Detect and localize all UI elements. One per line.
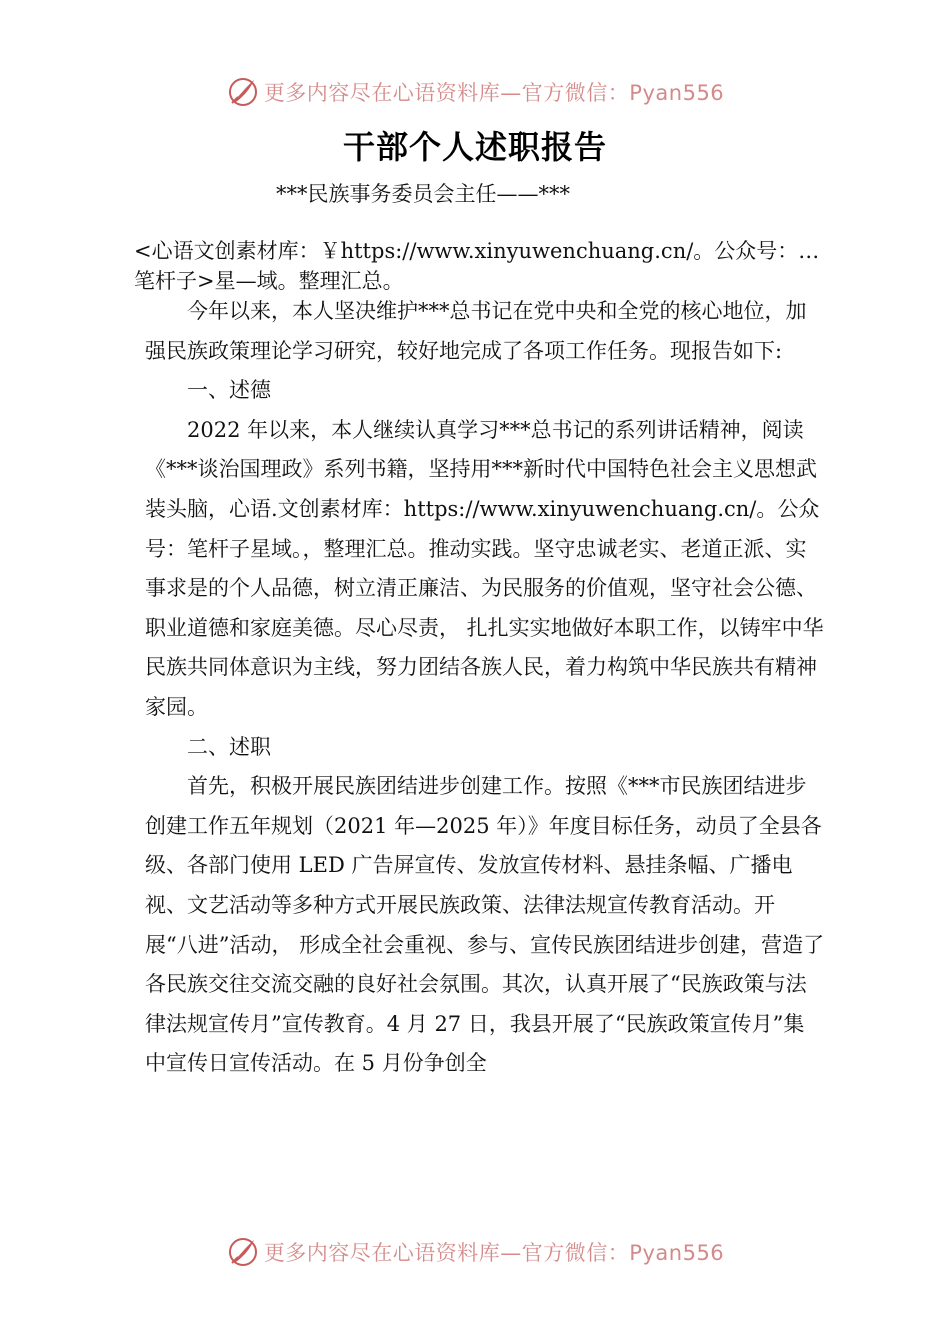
- section-heading-morality: 一、述德: [187, 378, 271, 403]
- paragraph-duty: 首先，积极开展民族团结进步创建工作。按照《***市民族团结进步创建工作五年规划（2021 年—2025 年）》年度目标任务，动员了全县各级、各部门使用 LED 广告屏宣传、发放宣传材料、悬挂条幅、广播电视、文艺活动等多种方式开展民族政策、法律法规宣传教育活动。开展“八进”活动， 形成全社会重视、参与、宣传民族团结进步创建，营造了各民族交往交流交融的良好社会氛围。其次，认真开展了“民族政策与法律法规宣传月”宣传教育。4 月 27 日，我县开展了“民族政策宣传月”集中宣传日宣传活动。在 5 月份争创全: [145, 774, 825, 1076]
- paragraph-intro: 今年以来，本人坚决维护***总书记在党中央和全党的核心地位，加强民族政策理论学习研究，较好地完成了各项工作任务。现报告如下:: [145, 299, 807, 363]
- paragraph-morality: 2022 年以来，本人继续认真学习***总书记的系列讲话精神，阅读《***谈治国理政》系列书籍，坚持用***新时代中国特色社会主义思想武装头脑，心语.文创素材库：https://www.xinyuwenchuang.cn/。公众号：笔杆子星域。，整理汇总。推动实践。坚守忠诚老实、老道正派、实事求是的个人品德，树立清正廉洁、为民服务的价值观，坚守社会公德、职业道德和家庭美德。尽心尽责， 扎扎实实地做好本职工作，以铸牢中华民族共同体意识为主线，努力团结各族人民，着力构筑中华民族共有精神家园。: [145, 417, 824, 719]
- footer-watermark-banner: [0, 1230, 950, 1274]
- feather-quill-logo-icon: [226, 1235, 260, 1269]
- watermark-text: 更多内容尽在心语资料库—官方微信：Pyan556: [263, 1241, 725, 1265]
- document-title: 干部个人述职报告: [342, 128, 607, 166]
- watermark-text: 更多内容尽在心语资料库—官方微信：Pyan556: [263, 81, 725, 105]
- document-body: [145, 292, 825, 1084]
- header-watermark-banner: [0, 70, 950, 114]
- section-heading-duty: 二、述职: [187, 734, 271, 759]
- feather-quill-logo-icon: [226, 75, 260, 109]
- source-note: <心语文创素材库：￥https://www.xinyuwenchuang.cn/。公众号：…笔杆子>星—域。整理汇总。: [134, 239, 820, 293]
- document-subtitle: ***民族事务委员会主任——***: [276, 182, 570, 206]
